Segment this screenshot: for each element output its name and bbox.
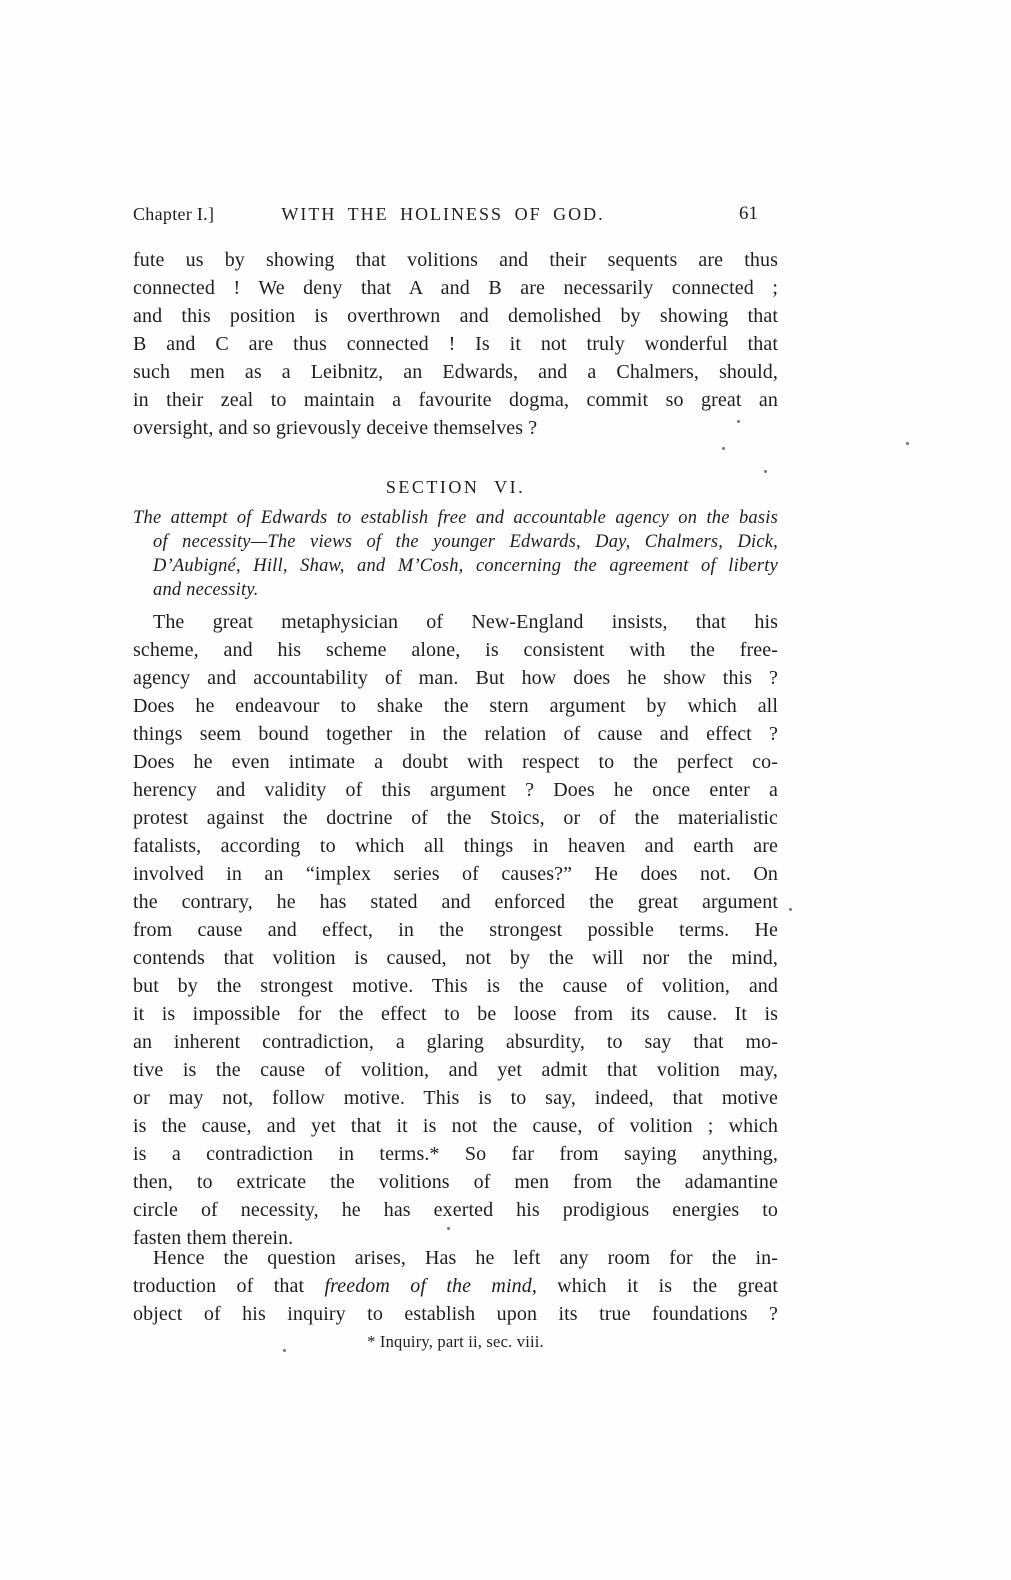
- text-segment: troduction of that: [133, 1275, 325, 1297]
- text-line: is a contradiction in terms.* So far from saying anything,: [133, 1143, 778, 1165]
- page-number: 61: [739, 203, 758, 224]
- text-line: scheme, and his scheme alone, is consistent with the free-: [133, 639, 778, 661]
- section-heading: SECTION VI.: [385, 477, 526, 497]
- text-line: an inherent contradiction, a glaring absurdity, to say that mo-: [133, 1031, 778, 1053]
- text-line: The great metaphysician of New-England insists, that his: [153, 611, 778, 633]
- running-header: [133, 204, 778, 228]
- footnote: * Inquiry, part ii, sec. viii.: [367, 1332, 544, 1351]
- text-line: object of his inquiry to establish upon its true foundations ?: [133, 1303, 778, 1325]
- text-line: Hence the question arises, Has he left any room for the in-: [153, 1247, 778, 1269]
- text-line: or may not, follow motive. This is to say, indeed, that motive: [133, 1087, 778, 1109]
- text-line: [133, 1272, 778, 1300]
- text-line: and necessity.: [153, 580, 259, 600]
- text-line: fasten them therein.: [133, 1227, 294, 1249]
- paragraph-body: [133, 1244, 778, 1328]
- text-segment: , which it is the great: [531, 1275, 778, 1297]
- text-line: is the cause, and yet that it is not the cause, of volition ; which: [133, 1115, 778, 1137]
- text-line: of necessity—The views of the younger Edwards, Day, Chalmers, Dick,: [153, 532, 778, 552]
- text-line: tive is the cause of volition, and yet admit that volition may,: [133, 1059, 778, 1081]
- text-line: D’Aubigné, Hill, Shaw, and M’Cosh, concerning the agreement of liberty: [153, 556, 778, 576]
- paragraph-body: [133, 608, 778, 1252]
- text-line: from cause and effect, in the strongest possible terms. He: [133, 919, 778, 941]
- text-line: B and C are thus connected ! Is it not truly wonderful that: [133, 333, 778, 355]
- text-line: Does he endeavour to shake the stern argument by which all: [133, 695, 778, 717]
- text-line: such men as a Leibnitz, an Edwards, and a Chalmers, should,: [133, 361, 778, 383]
- text-line: The attempt of Edwards to establish free and accountable agency on the basis: [133, 508, 778, 528]
- text-line: circle of necessity, he has exerted his prodigious energies to: [133, 1199, 778, 1221]
- ink-speck: [722, 447, 725, 450]
- text-line: protest against the doctrine of the Stoics, or of the materialistic: [133, 807, 778, 829]
- text-line: herency and validity of this argument ? Does he once enter a: [133, 779, 778, 801]
- ink-speck: [764, 470, 767, 473]
- ink-speck: [789, 908, 792, 911]
- paragraph-continuation: [133, 246, 778, 442]
- running-title: WITH THE HOLINESS OF GOD.: [281, 204, 605, 224]
- text-line: contends that volition is caused, not by the will nor the mind,: [133, 947, 778, 969]
- text-line: but by the strongest motive. This is the cause of volition, and: [133, 975, 778, 997]
- text-line: connected ! We deny that A and B are necessarily connected ;: [133, 277, 778, 299]
- text-line: the contrary, he has stated and enforced the great argument: [133, 891, 778, 913]
- text-line: involved in an “implex series of causes?” He does not. On: [133, 863, 778, 885]
- ink-speck: [447, 1227, 450, 1230]
- section-summary: [133, 506, 778, 602]
- chapter-label: Chapter I.]: [133, 204, 215, 224]
- text-line: in their zeal to maintain a favourite dogma, commit so great an: [133, 389, 778, 411]
- text-line: oversight, and so grievously deceive themselves ?: [133, 417, 538, 439]
- text-line: things seem bound together in the relation of cause and effect ?: [133, 723, 778, 745]
- ink-speck: [906, 442, 909, 445]
- text-line: fute us by showing that volitions and their sequents are thus: [133, 249, 778, 271]
- text-line: then, to extricate the volitions of men from the adamantine: [133, 1171, 778, 1193]
- text-line: and this position is overthrown and demolished by showing that: [133, 305, 778, 327]
- text-line: agency and accountability of man. But how does he show this ?: [133, 667, 778, 689]
- text-line: it is impossible for the effect to be loose from its cause. It is: [133, 1003, 778, 1025]
- emphasized-text: freedom of the mind: [324, 1275, 532, 1297]
- text-line: Does he even intimate a doubt with respect to the perfect co-: [133, 751, 778, 773]
- ink-speck: [283, 1349, 286, 1352]
- text-line: fatalists, according to which all things in heaven and earth are: [133, 835, 778, 857]
- ink-speck: [737, 420, 740, 423]
